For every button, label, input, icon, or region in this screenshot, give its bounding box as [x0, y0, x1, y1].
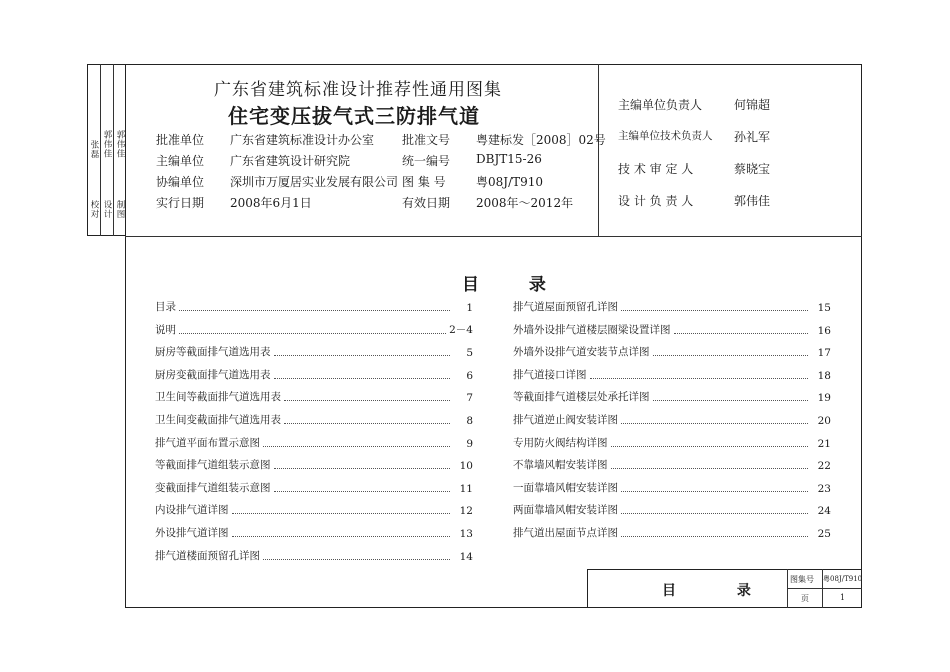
toc-entry-page: 21: [817, 437, 831, 450]
meta-label-co-editor: 协编单位: [156, 175, 205, 189]
toc-entry-title: 排气道出屋面节点详图: [513, 527, 618, 539]
toc-entry-page: 6: [466, 369, 473, 382]
header-divider: [125, 236, 862, 237]
toc-entry-page: 25: [817, 528, 831, 540]
toc-entry-title: 等截面排气道组装示意图: [155, 459, 271, 472]
toc-leader-dots: [263, 446, 450, 447]
meta-label-valid-period: 有效日期: [402, 196, 451, 210]
atlas-no-value: 粤08J/T910: [823, 575, 863, 583]
personnel-name-designer: 郭伟佳: [734, 194, 771, 208]
toc-leader-dots: [179, 310, 450, 311]
side-strip-name-3: 郭伟佳: [115, 130, 125, 159]
toc-leader-dots: [621, 536, 808, 537]
toc-leader-dots: [590, 378, 809, 379]
toc-entry-title: 排气道逆止阀安装详图: [513, 414, 618, 426]
toc-entry-page: 17: [817, 347, 831, 360]
personnel-name-reviewer: 蔡晓宝: [734, 162, 771, 176]
toc-leader-dots: [274, 491, 451, 492]
toc-entry[interactable]: [513, 300, 831, 314]
toc-entry-page: 1: [466, 302, 473, 314]
toc-entry-title: 两面靠墙风帽安装详图: [513, 504, 618, 517]
toc-leader-dots: [284, 400, 450, 401]
meta-value-editor-unit: 广东省建筑设计研究院: [230, 154, 351, 168]
toc-leader-dots: [611, 468, 809, 469]
header-divider-vertical: [598, 64, 599, 236]
toc-entry-page: 16: [817, 324, 831, 337]
meta-label-approval-unit: 批准单位: [156, 133, 205, 147]
toc-entry-page: 14: [459, 550, 473, 563]
toc-entry[interactable]: [513, 458, 831, 472]
toc-entry-title: 等截面排气道楼层处承托详图: [513, 391, 650, 404]
personnel-role-reviewer: 技 术 审 定 人: [618, 162, 694, 176]
toc-leader-dots: [274, 378, 451, 379]
toc-leader-dots: [653, 400, 809, 401]
toc-leader-dots: [274, 468, 451, 469]
toc-entry-title: 一面靠墙风帽安装详图: [513, 481, 618, 494]
meta-label-atlas-no: 图 集 号: [402, 175, 446, 189]
toc-entry-page: 12: [459, 505, 473, 518]
toc-entry[interactable]: [155, 345, 473, 359]
toc-entry-page: 24: [817, 505, 831, 518]
toc-entry-page: 2－4: [449, 323, 473, 336]
meta-value-co-editor: 深圳市万厦居实业发展有限公司: [230, 175, 399, 189]
toc-entry-title: 排气道楼面预留孔详图: [155, 549, 260, 562]
toc-entry-title: 厨房变截面排气道选用表: [155, 368, 271, 381]
toc-entry-title: 目录: [155, 301, 176, 313]
meta-value-atlas-no: 粤08J/T910: [476, 175, 544, 189]
personnel-role-designer: 设 计 负 责 人: [618, 194, 694, 208]
toc-entry-title: 内设排气道详图: [155, 504, 229, 517]
toc-entry[interactable]: [155, 413, 473, 427]
atlas-title: 住宅变压拔气式三防排气道: [228, 104, 480, 128]
toc-leader-dots: [284, 423, 450, 424]
toc-entry-title: 排气道平面布置示意图: [155, 436, 260, 449]
toc-leader-dots: [179, 333, 446, 334]
toc-entry[interactable]: [155, 481, 473, 495]
meta-label-editor-unit: 主编单位: [156, 154, 205, 168]
title-block-divider: [787, 588, 862, 589]
meta-value-approval-doc: 粤建标发［2008］02号: [476, 133, 606, 147]
toc-leader-dots: [611, 446, 809, 447]
meta-value-approval-unit: 广东省建筑标准设计办公室: [230, 133, 375, 147]
toc-entry-page: 5: [466, 347, 473, 360]
toc-entry-page: 13: [459, 528, 473, 540]
toc-entry-page: 23: [817, 482, 831, 495]
toc-entry[interactable]: [155, 436, 473, 450]
toc-entry[interactable]: [155, 300, 473, 314]
toc-entry[interactable]: [513, 390, 831, 404]
toc-entry[interactable]: [155, 323, 473, 337]
title-block-title: 目 录: [662, 583, 779, 599]
personnel-role-tech: 主编单位技术负责人: [618, 130, 713, 142]
toc-entry-title: 卫生间等截面排气道选用表: [155, 391, 281, 404]
toc-leader-dots: [674, 333, 809, 334]
toc-entry-title: 排气道接口详图: [513, 368, 587, 381]
meta-label-unified-no: 统一编号: [402, 154, 451, 168]
personnel-name-chief: 何锦超: [734, 98, 771, 112]
page-label: 页: [801, 594, 809, 603]
toc-heading: 目 录: [462, 275, 568, 295]
toc-entry[interactable]: [155, 390, 473, 404]
toc-leader-dots: [653, 355, 809, 356]
toc-entry[interactable]: [155, 503, 473, 517]
toc-leader-dots: [274, 355, 451, 356]
toc-leader-dots: [232, 513, 451, 514]
personnel-name-tech: 孙礼军: [734, 130, 771, 144]
toc-entry-title: 外墙外设排气道安装节点详图: [513, 346, 650, 359]
toc-entry-page: 11: [459, 482, 473, 495]
toc-entry-page: 22: [817, 460, 831, 473]
toc-entry[interactable]: [513, 503, 831, 517]
side-strip-role-1: 校对: [89, 200, 99, 219]
side-strip-divider: [113, 64, 114, 236]
toc-entry-page: 15: [817, 302, 831, 314]
toc-entry-page: 9: [466, 437, 473, 450]
toc-entry[interactable]: [513, 436, 831, 450]
toc-leader-dots: [621, 310, 808, 311]
toc-leader-dots: [621, 513, 808, 514]
toc-entry-title: 外墙外设排气道楼层圈梁设置详图: [513, 323, 671, 336]
meta-value-effective-date: 2008年6月1日: [230, 196, 312, 210]
atlas-no-label: 图集号: [790, 575, 814, 584]
page-number: 1: [840, 593, 846, 602]
toc-entry[interactable]: [155, 526, 473, 540]
meta-value-valid-period: 2008年～2012年: [476, 196, 574, 210]
toc-leader-dots: [621, 491, 808, 492]
meta-label-effective-date: 实行日期: [156, 196, 205, 210]
toc-entry[interactable]: [155, 458, 473, 472]
toc-leader-dots: [621, 423, 808, 424]
toc-entry-title: 外设排气道详图: [155, 527, 229, 539]
toc-entry[interactable]: [513, 413, 831, 427]
meta-label-approval-doc: 批准文号: [402, 133, 451, 147]
toc-entry-title: 不靠墙风帽安装详图: [513, 459, 608, 472]
toc-entry[interactable]: [155, 549, 473, 563]
side-strip-divider: [100, 64, 101, 236]
toc-entry-title: 排气道屋面预留孔详图: [513, 301, 618, 313]
toc-entry[interactable]: [513, 323, 831, 337]
toc-entry-page: 7: [466, 392, 473, 405]
meta-value-unified-no: DBJT15-26: [476, 152, 542, 166]
toc-entry-title: 变截面排气道组装示意图: [155, 481, 271, 494]
toc-entry-page: 18: [817, 369, 831, 382]
personnel-role-chief: 主编单位负责人: [618, 98, 703, 112]
side-strip-role-2: 设计: [102, 200, 112, 219]
side-strip-role-3: 制图: [115, 200, 125, 219]
toc-entry-title: 说明: [155, 323, 176, 336]
toc-leader-dots: [232, 536, 451, 537]
toc-entry-page: 8: [466, 415, 473, 427]
toc-entry-title: 卫生间变截面排气道选用表: [155, 414, 281, 426]
toc-entry[interactable]: [513, 368, 831, 382]
side-strip-name-1: 张磊: [89, 140, 99, 159]
toc-entry[interactable]: [513, 345, 831, 359]
toc-entry-page: 20: [817, 415, 831, 427]
toc-entry-title: 厨房等截面排气道选用表: [155, 346, 271, 359]
toc-entry-page: 19: [817, 392, 831, 405]
toc-entry-title: 专用防火阀结构详图: [513, 436, 608, 449]
toc-entry[interactable]: [155, 368, 473, 382]
side-strip-name-2: 郭伟佳: [102, 130, 112, 159]
series-title: 广东省建筑标准设计推荐性通用图集: [214, 80, 502, 100]
toc-entry[interactable]: [513, 526, 831, 540]
toc-leader-dots: [263, 559, 450, 560]
toc-entry-page: 10: [459, 460, 473, 473]
toc-entry[interactable]: [513, 481, 831, 495]
